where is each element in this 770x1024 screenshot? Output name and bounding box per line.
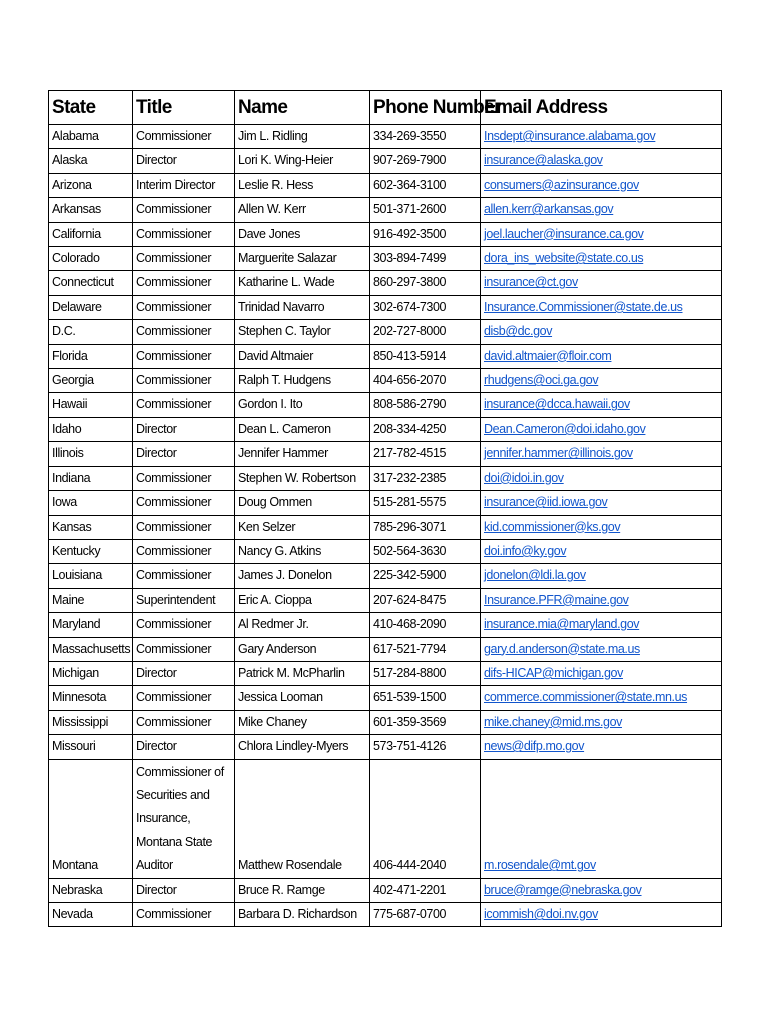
name-cell: Nancy G. Atkins bbox=[235, 539, 370, 563]
state-cell: California bbox=[49, 222, 133, 246]
state-cell: Alaska bbox=[49, 149, 133, 173]
state-cell: Kentucky bbox=[49, 539, 133, 563]
state-cell: Mississippi bbox=[49, 710, 133, 734]
email-cell bbox=[481, 369, 722, 393]
title-cell: Superintendent bbox=[133, 588, 235, 612]
table-row bbox=[49, 686, 722, 710]
name-cell: Stephen C. Taylor bbox=[235, 320, 370, 344]
name-cell: Katharine L. Wade bbox=[235, 271, 370, 295]
email-link[interactable]: joel.laucher@insurance.ca.gov bbox=[484, 226, 644, 241]
email-link[interactable]: m.rosendale@mt.gov bbox=[484, 858, 596, 873]
email-link[interactable]: gary.d.anderson@state.ma.us bbox=[484, 641, 640, 656]
state-cell: Illinois bbox=[49, 442, 133, 466]
email-link[interactable]: allen.kerr@arkansas.gov bbox=[484, 202, 614, 217]
email-cell bbox=[481, 466, 722, 490]
email-cell bbox=[481, 271, 722, 295]
state-cell: Indiana bbox=[49, 466, 133, 490]
email-cell bbox=[481, 515, 722, 539]
state-cell: Kansas bbox=[49, 515, 133, 539]
email-link[interactable]: insurance@dcca.hawaii.gov bbox=[484, 397, 630, 412]
title-cell: Commissioner bbox=[133, 515, 235, 539]
phone-cell: 406-444-2040 bbox=[370, 759, 481, 878]
title-cell: Commissioner of Securities and Insurance, Montana State Auditor bbox=[133, 759, 235, 878]
title-cell: Commissioner bbox=[133, 491, 235, 515]
phone-cell: 402-471-2201 bbox=[370, 878, 481, 902]
state-cell: Delaware bbox=[49, 295, 133, 319]
state-cell: Montana bbox=[49, 759, 133, 878]
table-row bbox=[49, 247, 722, 271]
name-cell: Jennifer Hammer bbox=[235, 442, 370, 466]
state-cell: Hawaii bbox=[49, 393, 133, 417]
email-cell bbox=[481, 442, 722, 466]
email-cell bbox=[481, 564, 722, 588]
email-cell bbox=[481, 125, 722, 149]
name-cell: Marguerite Salazar bbox=[235, 247, 370, 271]
email-link[interactable]: rhudgens@oci.ga.gov bbox=[484, 373, 599, 388]
email-cell bbox=[481, 344, 722, 368]
email-link[interactable]: jennifer.hammer@illinois.gov bbox=[484, 446, 633, 461]
state-cell: Georgia bbox=[49, 369, 133, 393]
email-cell bbox=[481, 320, 722, 344]
name-cell: Dean L. Cameron bbox=[235, 417, 370, 441]
table-row bbox=[49, 173, 722, 197]
title-cell: Commissioner bbox=[133, 466, 235, 490]
email-cell bbox=[481, 661, 722, 685]
title-cell: Commissioner bbox=[133, 247, 235, 271]
email-link[interactable]: Insurance.PFR@maine.gov bbox=[484, 592, 629, 607]
table-row bbox=[49, 442, 722, 466]
title-cell: Commissioner bbox=[133, 393, 235, 417]
phone-cell: 775-687-0700 bbox=[370, 902, 481, 926]
state-cell: Alabama bbox=[49, 125, 133, 149]
table-row bbox=[49, 369, 722, 393]
phone-cell: 850-413-5914 bbox=[370, 344, 481, 368]
email-link[interactable]: Insurance.Commissioner@state.de.us bbox=[484, 299, 683, 314]
email-link[interactable]: news@difp.mo.gov bbox=[484, 739, 585, 754]
name-cell: Jessica Looman bbox=[235, 686, 370, 710]
state-cell: D.C. bbox=[49, 320, 133, 344]
table-row bbox=[49, 149, 722, 173]
table-row bbox=[49, 125, 722, 149]
phone-cell: 808-586-2790 bbox=[370, 393, 481, 417]
name-cell: David Altmaier bbox=[235, 344, 370, 368]
title-cell: Commissioner bbox=[133, 222, 235, 246]
table-row bbox=[49, 320, 722, 344]
phone-cell: 225-342-5900 bbox=[370, 564, 481, 588]
email-link[interactable]: insurance@alaska.gov bbox=[484, 153, 603, 168]
commissioner-table bbox=[48, 90, 722, 927]
phone-cell: 202-727-8000 bbox=[370, 320, 481, 344]
email-link[interactable]: bruce@ramge@nebraska.gov bbox=[484, 882, 642, 897]
title-cell: Commissioner bbox=[133, 320, 235, 344]
spreadsheet bbox=[48, 90, 721, 927]
name-cell: Doug Ommen bbox=[235, 491, 370, 515]
table-row bbox=[49, 295, 722, 319]
phone-cell: 502-564-3630 bbox=[370, 539, 481, 563]
email-link[interactable]: consumers@azinsurance.gov bbox=[484, 177, 639, 192]
title-cell: Director bbox=[133, 417, 235, 441]
table-row bbox=[49, 710, 722, 734]
phone-cell: 303-894-7499 bbox=[370, 247, 481, 271]
table-row bbox=[49, 637, 722, 661]
phone-cell: 651-539-1500 bbox=[370, 686, 481, 710]
table-row bbox=[49, 393, 722, 417]
title-cell: Commissioner bbox=[133, 271, 235, 295]
phone-cell: 501-371-2600 bbox=[370, 198, 481, 222]
name-cell: Trinidad Navarro bbox=[235, 295, 370, 319]
email-link[interactable]: Insdept@insurance.alabama.gov bbox=[484, 129, 656, 143]
phone-cell: 404-656-2070 bbox=[370, 369, 481, 393]
email-link[interactable]: icommish@doi.nv.gov bbox=[484, 906, 598, 921]
table-row bbox=[49, 588, 722, 612]
name-cell: Barbara D. Richardson bbox=[235, 902, 370, 926]
email-link[interactable]: mike.chaney@mid.ms.gov bbox=[484, 714, 622, 729]
table-row bbox=[49, 198, 722, 222]
name-cell: Bruce R. Ramge bbox=[235, 878, 370, 902]
title-cell: Commissioner bbox=[133, 564, 235, 588]
email-cell bbox=[481, 588, 722, 612]
table-row bbox=[49, 222, 722, 246]
table-row bbox=[49, 661, 722, 685]
email-link[interactable]: commerce.commissioner@state.mn.us bbox=[484, 690, 688, 705]
phone-cell: 302-674-7300 bbox=[370, 295, 481, 319]
table-row bbox=[49, 564, 722, 588]
phone-cell: 573-751-4126 bbox=[370, 735, 481, 759]
email-link[interactable]: doi.info@ky.gov bbox=[484, 543, 567, 558]
name-cell: Al Redmer Jr. bbox=[235, 613, 370, 637]
email-link[interactable]: insurance@iid.iowa.gov bbox=[484, 495, 608, 510]
name-cell: Stephen W. Robertson bbox=[235, 466, 370, 490]
state-cell: Idaho bbox=[49, 417, 133, 441]
phone-cell: 317-232-2385 bbox=[370, 466, 481, 490]
phone-cell: 517-284-8800 bbox=[370, 661, 481, 685]
title-cell: Commissioner bbox=[133, 369, 235, 393]
phone-cell: 334-269-3550 bbox=[370, 125, 481, 149]
email-cell bbox=[481, 491, 722, 515]
state-cell: Missouri bbox=[49, 735, 133, 759]
email-cell bbox=[481, 393, 722, 417]
state-cell: Minnesota bbox=[49, 686, 133, 710]
name-cell: Allen W. Kerr bbox=[235, 198, 370, 222]
email-cell bbox=[481, 247, 722, 271]
table-row bbox=[49, 515, 722, 539]
email-link[interactable]: doi@idoi.in.gov bbox=[484, 470, 564, 485]
phone-cell: 860-297-3800 bbox=[370, 271, 481, 295]
email-link[interactable]: insurance.mia@maryland.gov bbox=[484, 617, 640, 632]
phone-cell: 916-492-3500 bbox=[370, 222, 481, 246]
name-cell: Gordon I. Ito bbox=[235, 393, 370, 417]
phone-cell: 617-521-7794 bbox=[370, 637, 481, 661]
phone-cell: 410-468-2090 bbox=[370, 613, 481, 637]
name-cell: Ralph T. Hudgens bbox=[235, 369, 370, 393]
title-cell: Director bbox=[133, 735, 235, 759]
phone-cell: 208-334-4250 bbox=[370, 417, 481, 441]
state-cell: Massachusetts bbox=[49, 637, 133, 661]
table-row bbox=[49, 491, 722, 515]
table-row bbox=[49, 271, 722, 295]
name-cell: Matthew Rosendale bbox=[235, 759, 370, 878]
email-cell bbox=[481, 417, 722, 441]
name-cell: Leslie R. Hess bbox=[235, 173, 370, 197]
table-row bbox=[49, 613, 722, 637]
state-cell: Nebraska bbox=[49, 878, 133, 902]
table-row bbox=[49, 759, 722, 878]
title-cell: Director bbox=[133, 149, 235, 173]
email-link[interactable]: kid.commissioner@ks.gov bbox=[484, 519, 621, 534]
email-cell bbox=[481, 613, 722, 637]
phone-cell: 217-782-4515 bbox=[370, 442, 481, 466]
email-link[interactable]: insurance@ct.gov bbox=[484, 275, 578, 290]
state-cell: Colorado bbox=[49, 247, 133, 271]
state-cell: Maryland bbox=[49, 613, 133, 637]
table-row bbox=[49, 878, 722, 902]
phone-cell: 907-269-7900 bbox=[370, 149, 481, 173]
title-cell: Director bbox=[133, 442, 235, 466]
state-cell: Louisiana bbox=[49, 564, 133, 588]
email-cell bbox=[481, 637, 722, 661]
phone-cell: 602-364-3100 bbox=[370, 173, 481, 197]
email-link[interactable]: disb@dc.gov bbox=[484, 324, 553, 339]
title-cell: Commissioner bbox=[133, 686, 235, 710]
name-cell: Lori K. Wing-Heier bbox=[235, 149, 370, 173]
title-cell: Commissioner bbox=[133, 344, 235, 368]
email-link[interactable]: david.altmaier@floir.com bbox=[484, 348, 612, 363]
table-row bbox=[49, 344, 722, 368]
title-cell: Commissioner bbox=[133, 710, 235, 734]
state-cell: Maine bbox=[49, 588, 133, 612]
email-cell bbox=[481, 710, 722, 734]
title-cell: Commissioner bbox=[133, 637, 235, 661]
phone-cell: 515-281-5575 bbox=[370, 491, 481, 515]
email-cell bbox=[481, 878, 722, 902]
email-cell bbox=[481, 735, 722, 759]
title-cell: Director bbox=[133, 661, 235, 685]
email-link[interactable]: Dean.Cameron@doi.idaho.gov bbox=[484, 421, 646, 436]
state-cell: Michigan bbox=[49, 661, 133, 685]
name-cell: James J. Donelon bbox=[235, 564, 370, 588]
title-cell: Interim Director bbox=[133, 173, 235, 197]
name-cell: Dave Jones bbox=[235, 222, 370, 246]
email-cell bbox=[481, 295, 722, 319]
name-cell: Patrick M. McPharlin bbox=[235, 661, 370, 685]
title-cell: Commissioner bbox=[133, 125, 235, 149]
phone-cell: 601-359-3569 bbox=[370, 710, 481, 734]
phone-cell: 207-624-8475 bbox=[370, 588, 481, 612]
email-cell bbox=[481, 173, 722, 197]
state-cell: Nevada bbox=[49, 902, 133, 926]
name-cell: Mike Chaney bbox=[235, 710, 370, 734]
email-cell bbox=[481, 149, 722, 173]
column-header-state: State bbox=[49, 91, 133, 125]
name-cell: Gary Anderson bbox=[235, 637, 370, 661]
state-cell: Connecticut bbox=[49, 271, 133, 295]
state-cell: Iowa bbox=[49, 491, 133, 515]
title-cell: Commissioner bbox=[133, 539, 235, 563]
name-cell: Ken Selzer bbox=[235, 515, 370, 539]
state-cell: Florida bbox=[49, 344, 133, 368]
column-header-phone: Phone Number bbox=[370, 91, 481, 125]
table-row bbox=[49, 417, 722, 441]
email-link[interactable]: difs-HICAP@michigan.gov bbox=[484, 665, 623, 680]
email-link[interactable]: jdonelon@ldi.la.gov bbox=[484, 568, 586, 583]
table-row bbox=[49, 539, 722, 563]
email-cell bbox=[481, 539, 722, 563]
column-header-email: Email Address bbox=[481, 91, 722, 125]
email-cell bbox=[481, 902, 722, 926]
title-cell: Director bbox=[133, 878, 235, 902]
table-row bbox=[49, 466, 722, 490]
email-cell bbox=[481, 222, 722, 246]
name-cell: Jim L. Ridling bbox=[235, 125, 370, 149]
title-cell: Commissioner bbox=[133, 613, 235, 637]
name-cell: Eric A. Cioppa bbox=[235, 588, 370, 612]
email-cell bbox=[481, 759, 722, 878]
title-cell: Commissioner bbox=[133, 902, 235, 926]
phone-cell: 785-296-3071 bbox=[370, 515, 481, 539]
email-cell bbox=[481, 686, 722, 710]
email-cell bbox=[481, 198, 722, 222]
email-link[interactable]: dora_ins_website@state.co.us bbox=[484, 251, 644, 266]
state-cell: Arizona bbox=[49, 173, 133, 197]
title-cell: Commissioner bbox=[133, 295, 235, 319]
state-cell: Arkansas bbox=[49, 198, 133, 222]
table-row bbox=[49, 902, 722, 926]
title-cell: Commissioner bbox=[133, 198, 235, 222]
column-header-name: Name bbox=[235, 91, 370, 125]
header-row bbox=[49, 91, 722, 125]
name-cell: Chlora Lindley-Myers bbox=[235, 735, 370, 759]
column-header-title: Title bbox=[133, 91, 235, 125]
table-row bbox=[49, 735, 722, 759]
